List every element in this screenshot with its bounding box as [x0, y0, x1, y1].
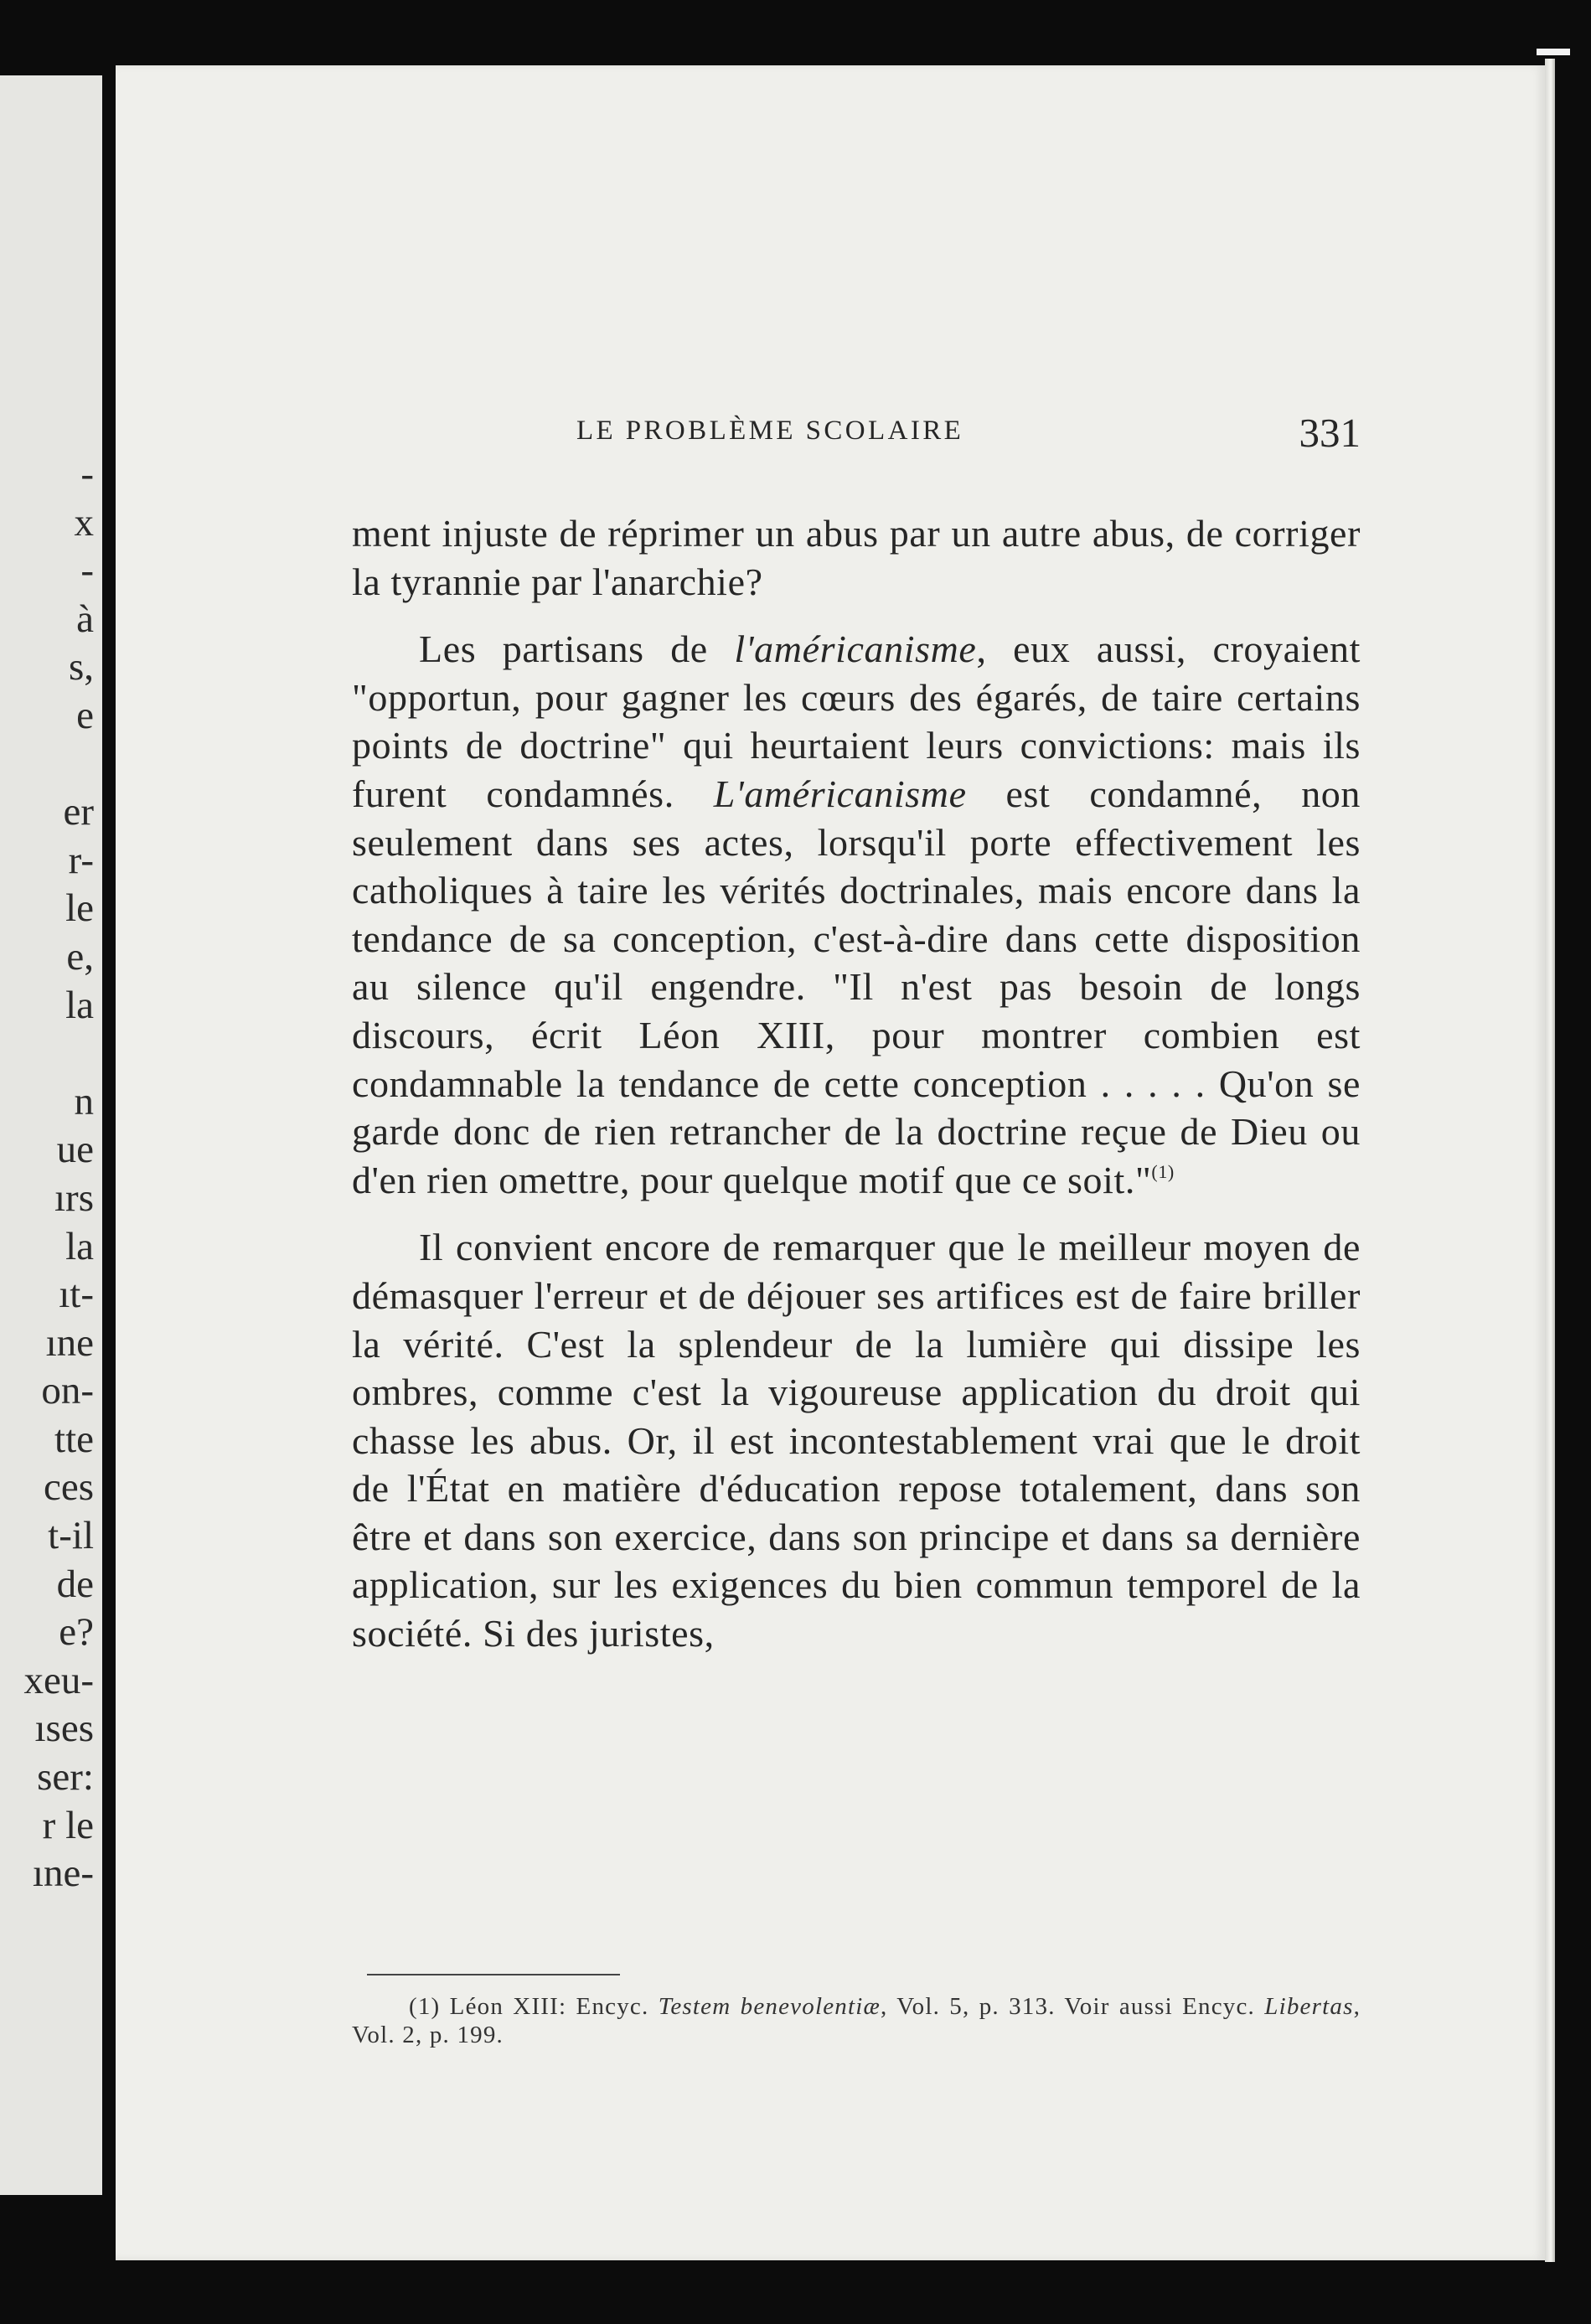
previous-page-edge: [0, 75, 102, 2195]
paragraph-continuation: ment injuste de réprimer un abus par un autre abus, de corriger la tyrannie par l'anarchie?: [352, 512, 1361, 603]
fragment-line: le: [65, 886, 94, 931]
page: [116, 65, 1545, 2260]
fragment-line: ıne: [45, 1320, 94, 1365]
fragment-line: x: [74, 500, 94, 545]
fragment-line: e,: [66, 934, 94, 979]
footnote-italic: Testem benevolentiæ: [658, 1993, 881, 2020]
footnote-part: (1) Léon XIII: Encyc.: [409, 1993, 659, 2020]
fragment-line: -: [80, 549, 94, 593]
page-right-edge: [1545, 59, 1555, 2262]
footnote: [352, 1992, 1361, 2049]
italic-term: L'américanisme: [713, 772, 967, 815]
fragment-line: r-: [68, 838, 94, 882]
footnote-rule: [367, 1974, 620, 1975]
page-number: 331: [1299, 410, 1361, 456]
scan-artifact: [1537, 49, 1570, 55]
footnote-part: , Vol. 2, p. 199.: [352, 1993, 1361, 2048]
fragment-line: ces: [43, 1465, 94, 1510]
fragment-line: ser:: [37, 1755, 94, 1800]
fragment-line: ıt-: [59, 1273, 94, 1317]
running-head: [352, 409, 1361, 459]
fragment-line: la: [65, 983, 94, 1027]
paragraph-verite: Il convient encore de remarquer que le meilleur moyen de démasquer l'erreur et de déjouer ses artifices est de faire briller la vérité. C'est la splendeur de la lumière qui dissipe les ombres, comme c'est la vigoureuse application du droit qui chasse les abus. Or, il est incontestablement vrai que le droit de l'État en matière d'éducation repose totalement, dans son être et dans son exercice, dans son principe et dans sa dernière application, sur les exigences du bien commun temporel de la société. Si des juristes,: [352, 1226, 1361, 1655]
fragment-line: à: [76, 596, 94, 641]
paragraph-text: Les partisans de: [419, 627, 735, 671]
footnote-part: , Vol. 5, p. 313. Voir aussi Encyc.: [881, 1993, 1265, 2020]
fragment-line: e: [76, 693, 94, 737]
body-text: [352, 509, 1361, 1658]
fragment-line: xeu-: [23, 1658, 94, 1702]
fragment-line: [2, 741, 94, 789]
footnote-reference: (1): [1151, 1160, 1175, 1182]
running-title: LE PROBLÈME SCOLAIRE: [576, 416, 964, 446]
paragraph-text: , eux aussi, croyaient "opportun, pour gagner les cœurs des égarés, de taire certains points de doctrine" qui heurtaient leurs convictions: mais ils furent condamnés.: [352, 627, 1361, 815]
fragment-line: la: [65, 1224, 94, 1268]
fragment-line: e?: [59, 1610, 94, 1655]
italic-term: l'américanisme: [734, 627, 977, 671]
fragment-line: s,: [68, 645, 94, 689]
fragment-line: er: [63, 790, 94, 834]
fragment-line: tte: [54, 1417, 94, 1461]
fragment-line: ıne-: [32, 1851, 94, 1896]
fragment-line: ırs: [54, 1175, 94, 1220]
previous-page-text-fragments: [2, 451, 94, 1898]
fragment-line: on-: [41, 1369, 94, 1413]
footnote-italic: Libertas: [1264, 1993, 1354, 2020]
fragment-line: r le: [42, 1803, 94, 1847]
fragment-line: ue: [56, 1128, 94, 1172]
fragment-line: -: [80, 452, 94, 496]
fragment-line: n: [74, 1079, 94, 1123]
fragment-line: de: [56, 1562, 94, 1606]
footnote-text: [352, 1992, 1361, 2049]
fragment-line: [2, 1030, 94, 1078]
paragraph-text: est condamné, non seulement dans ses actes, lorsqu'il porte effectivement les catholiques à taire les vérités doctrinales, mais encore dans la tendance de sa conception, c'est-à-dire dans cette disposition au silence qu'il engendre. "Il n'est pas besoin de longs discours, écrit Léon XIII, pour montrer combien est condamnable la tendance de cette conception . . . . . Qu'on se garde donc de rien retrancher de la doctrine reçue de Dieu ou d'en rien omettre, pour quelque motif que ce soit.": [352, 772, 1361, 1201]
fragment-line: t-il: [48, 1514, 94, 1558]
fragment-line: ıses: [34, 1707, 94, 1751]
paragraph-americanisme: [352, 625, 1361, 1204]
